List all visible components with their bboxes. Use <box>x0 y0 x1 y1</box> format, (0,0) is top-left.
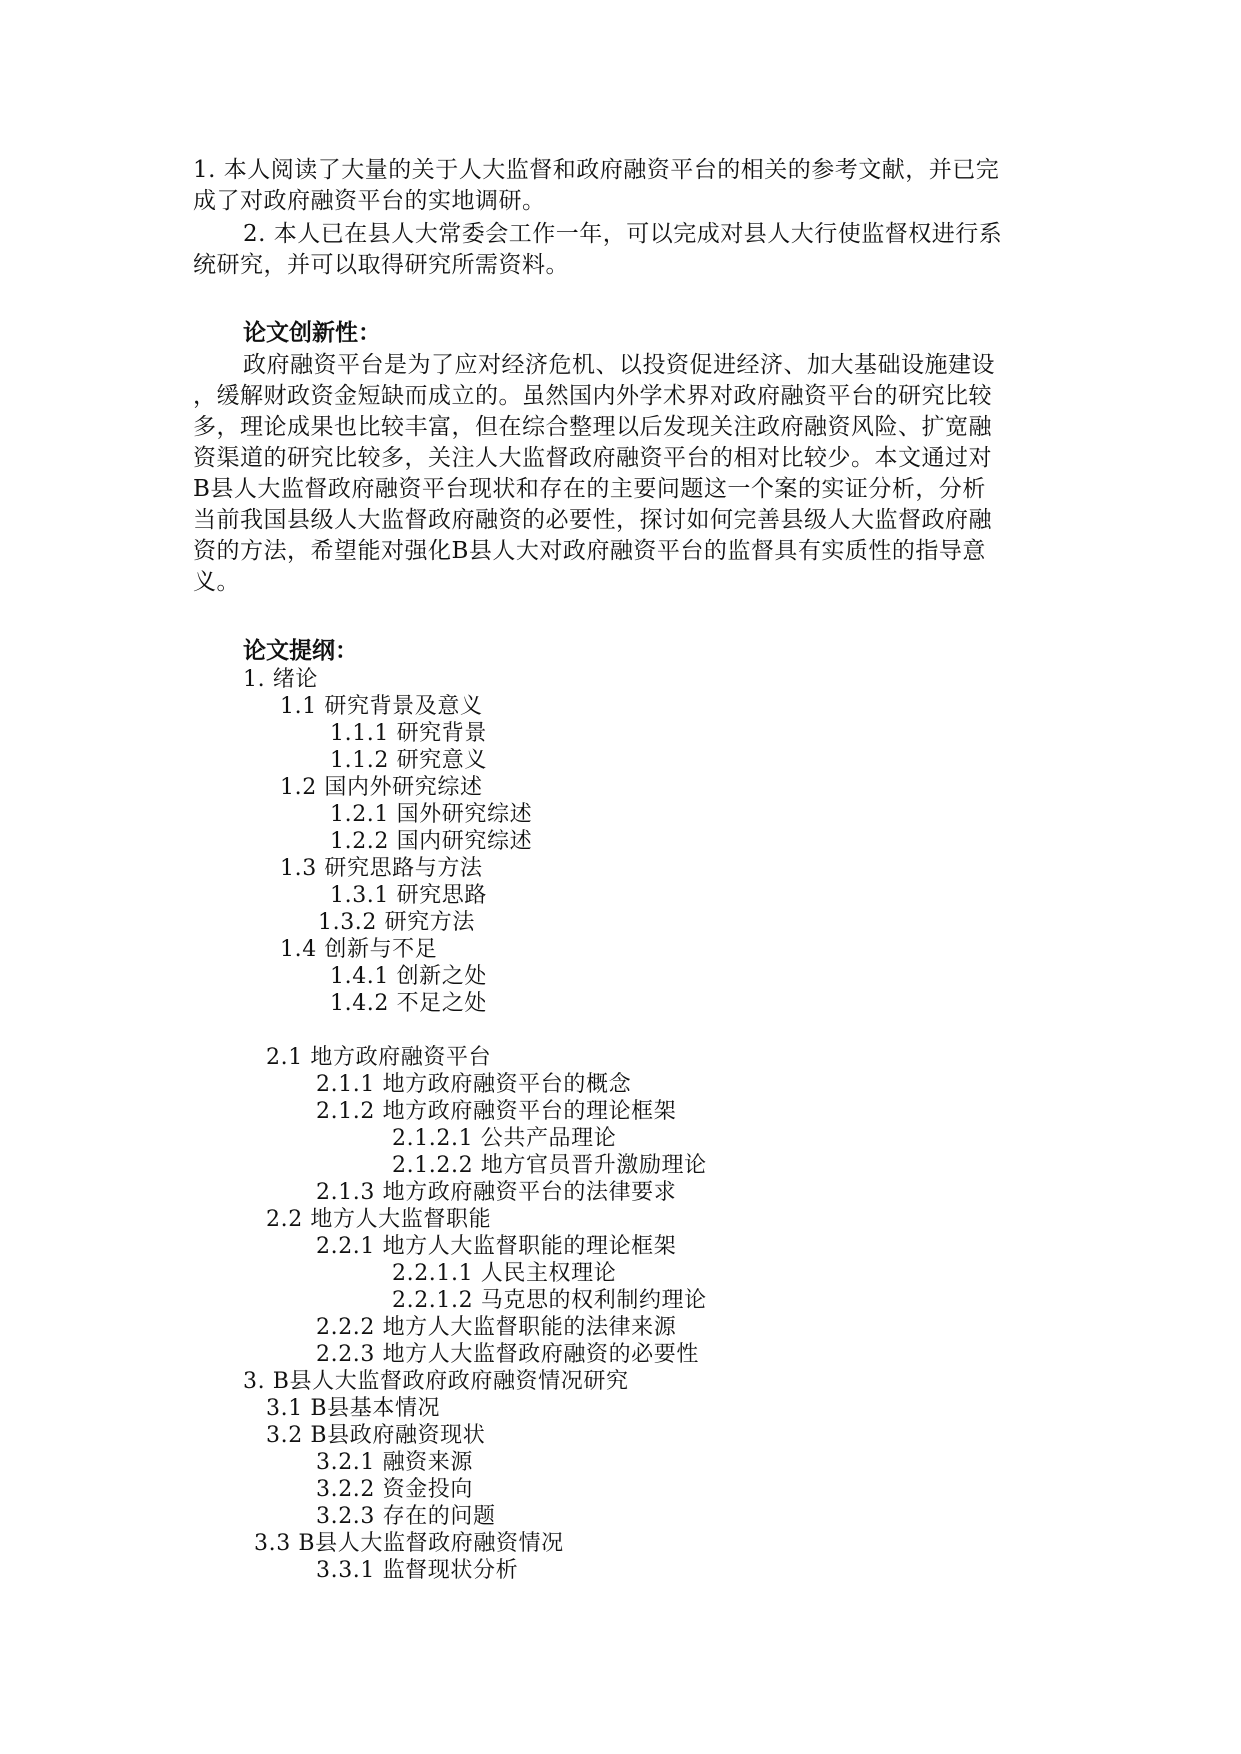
outline-item: 1.3.2 研究方法 <box>318 910 475 935</box>
outline-item: 3.2.1 融资来源 <box>316 1450 473 1475</box>
outline-item: 3.2.2 资金投向 <box>316 1477 473 1502</box>
outline-item: 1.3 研究思路与方法 <box>280 856 483 881</box>
outline-item: 2.2.3 地方人大监督政府融资的必要性 <box>316 1342 699 1367</box>
outline-item: 1.4 创新与不足 <box>280 937 438 962</box>
innovation-line: 资的方法，希望能对强化B县人大对政府融资平台的监督具有实质性的指导意 <box>193 538 986 564</box>
prep-line: 成了对政府融资平台的实地调研。 <box>193 188 546 214</box>
innovation-line: 多，理论成果也比较丰富，但在综合整理以后发现关注政府融资风险、扩宽融 <box>193 414 992 440</box>
outline-item: 2.2.1.2 马克思的权利制约理论 <box>392 1288 707 1313</box>
innovation-line: 资渠道的研究比较多，关注人大监督政府融资平台的相对比较少。本文通过对 <box>193 445 992 471</box>
outline-item: 3.3 B县人大监督政府融资情况 <box>254 1531 564 1556</box>
innovation-line: 政府融资平台是为了应对经济危机、以投资促进经济、加大基础设施建设 <box>243 352 995 378</box>
outline-item: 1.3.1 研究思路 <box>330 883 487 908</box>
outline-item: 2.2.1 地方人大监督职能的理论框架 <box>316 1234 677 1259</box>
innovation-line: ，缓解财政资金短缺而成立的。虽然国内外学术界对政府融资平台的研究比较 <box>193 383 992 409</box>
outline-item: 1.1.2 研究意义 <box>330 748 487 773</box>
outline-item: 1.2.2 国内研究综述 <box>330 829 533 854</box>
innovation-line: 当前我国县级人大监督政府融资的必要性，探讨如何完善县级人大监督政府融 <box>193 507 992 533</box>
outline-item: 2.1.2 地方政府融资平台的理论框架 <box>316 1099 677 1124</box>
outline-item: 2.1.3 地方政府融资平台的法律要求 <box>316 1180 677 1205</box>
prep-line: 1. 本人阅读了大量的关于人大监督和政府融资平台的相关的参考文献，并已完 <box>193 157 1000 183</box>
outline-item: 1.2.1 国外研究综述 <box>330 802 533 827</box>
outline-item: 2.1.2.2 地方官员晋升激励理论 <box>392 1153 707 1178</box>
outline-item: 2.1.2.1 公共产品理论 <box>392 1126 617 1151</box>
outline-item: 2.2.1.1 人民主权理论 <box>392 1261 617 1286</box>
innovation-line: B县人大监督政府融资平台现状和存在的主要问题这一个案的实证分析，分析 <box>193 476 986 502</box>
outline-item: 3. B县人大监督政府政府融资情况研究 <box>243 1369 629 1394</box>
outline-item: 3.3.1 监督现状分析 <box>316 1558 519 1583</box>
innovation-heading: 论文创新性： <box>243 320 381 346</box>
outline-item: 1.2 国内外研究综述 <box>280 775 483 800</box>
outline-item: 3.2.3 存在的问题 <box>316 1504 496 1529</box>
outline-item: 2.2 地方人大监督职能 <box>266 1207 492 1232</box>
outline-item: 1.1.1 研究背景 <box>330 721 487 746</box>
outline-item: 1.4.1 创新之处 <box>330 964 487 989</box>
outline-item: 1.4.2 不足之处 <box>330 991 487 1016</box>
outline-item: 2.1.1 地方政府融资平台的概念 <box>316 1072 632 1097</box>
outline-item: 3.1 B县基本情况 <box>266 1396 441 1421</box>
innovation-line: 义。 <box>193 569 240 595</box>
prep-line: 2. 本人已在县人大常委会工作一年，可以完成对县人大行使监督权进行系 <box>243 221 1003 247</box>
outline-item: 2.2.2 地方人大监督职能的法律来源 <box>316 1315 677 1340</box>
outline-item: 2.1 地方政府融资平台 <box>266 1045 492 1070</box>
outline-heading: 论文提纲： <box>243 638 358 664</box>
prep-line: 统研究，并可以取得研究所需资料。 <box>193 252 569 278</box>
outline-item: 1. 绪论 <box>243 667 318 692</box>
outline-item: 3.2 B县政府融资现状 <box>266 1423 486 1448</box>
outline-item: 1.1 研究背景及意义 <box>280 694 483 719</box>
